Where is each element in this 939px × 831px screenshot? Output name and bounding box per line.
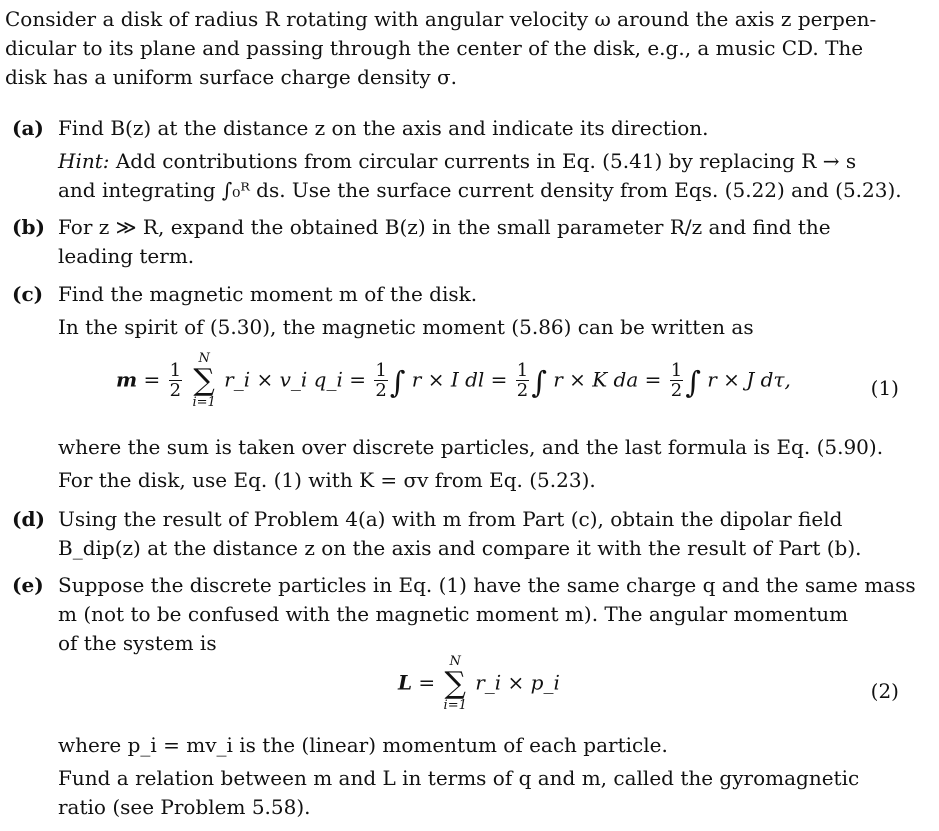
half-fraction: $\frac{1}{2}$ — [516, 359, 529, 401]
part-c-line-2: In the spirit of (5.30), the magnetic moment (5.86) can be written as — [58, 315, 754, 339]
equation-1 — [0, 352, 939, 422]
part-d-line-1: Using the result of Problem 4(a) with m from Part (c), obtain the dipolar field — [58, 507, 843, 531]
part-e-after-eq — [58, 731, 933, 822]
intro-line-2: dicular to its plane and passing through the center of the disk, e.g., a music CD. The — [5, 36, 864, 60]
part-e-label: (e) — [12, 573, 44, 597]
intro-line-1: Consider a disk of radius R rotating with angular velocity ω around the axis z perpen- — [5, 7, 877, 31]
equation-2 — [0, 655, 939, 725]
eq1-term-1: r_i × v_i q_i — [224, 367, 343, 392]
part-c-line-1: Find the magnetic moment m of the disk. — [58, 282, 478, 306]
integral-sign: ∫ — [531, 365, 547, 401]
part-d-line-2: B_dip(z) at the distance z on the axis and compare it with the result of Part (b). — [58, 536, 862, 560]
part-c-body — [58, 280, 933, 342]
part-a-line-1: Find B(z) at the distance z on the axis and indicate its direction. — [58, 116, 709, 140]
part-b-body — [58, 213, 933, 271]
part-e-line-6: ratio (see Problem 5.58). — [58, 795, 311, 819]
part-e-line-3: of the system is — [58, 631, 217, 655]
hint-label: Hint: — [58, 149, 110, 173]
intro-line-3: disk has a uniform surface charge density σ. — [5, 65, 458, 89]
half-fraction: $\frac{1}{2}$ — [169, 359, 182, 401]
equation-2-formula: L = N ∑ i=1 r_i × p_i — [398, 654, 560, 713]
half-fraction: $\frac{1}{2}$ — [670, 359, 683, 401]
part-b-line-2: leading term. — [58, 244, 195, 268]
integral-sign: ∫ — [389, 365, 406, 401]
part-e-body — [58, 571, 933, 658]
part-c-line-4: For the disk, use Eq. (1) with K = σv from Eq. (5.23). — [58, 468, 596, 492]
part-a-line-3: and integrating ∫₀ᴿ ds. Use the surface current density from Eqs. (5.22) and (5.23). — [58, 178, 902, 202]
eq1-term-2: r × I dl — [411, 367, 485, 392]
part-d-label: (d) — [12, 507, 45, 531]
part-a-line-2: Add contributions from circular currents in Eq. (5.41) by replacing R → s — [115, 149, 857, 173]
eq2-term: r_i × p_i — [475, 670, 560, 695]
part-a-label: (a) — [12, 116, 44, 140]
summation-symbol: N ∑ i=1 — [192, 351, 216, 410]
part-a-hint-line — [58, 147, 933, 176]
part-e-line-4: where p_i = mv_i is the (linear) momentum of each particle. — [58, 733, 668, 757]
part-e-line-1: Suppose the discrete particles in Eq. (1) have the same charge q and the same mass — [58, 573, 916, 597]
part-a-body — [58, 114, 933, 205]
equation-2-number: (2) — [870, 679, 899, 703]
part-e-line-5: Fund a relation between m and L in terms of q and m, called the gyromagnetic — [58, 766, 860, 790]
part-b-line-1: For z ≫ R, expand the obtained B(z) in the small parameter R/z and find the — [58, 215, 831, 239]
part-b-label: (b) — [12, 215, 45, 239]
moment-symbol: m — [116, 367, 138, 392]
part-d-body — [58, 505, 933, 563]
part-e-line-2: m (not to be confused with the magnetic moment m). The angular momentum — [58, 602, 849, 626]
equation-1-formula: m = $\frac{1}{2}$ N ∑ i=1 r_i × v_i q_i = $\frac{1}{2}$ ∫ r × I dl = $\frac{1}{2}$ ∫ r × K da = $\frac{1}{2}$ ∫ r × J dτ, — [116, 351, 791, 410]
part-c-after-eq — [58, 433, 933, 495]
part-c-label: (c) — [12, 282, 44, 306]
summation-symbol: N ∑ i=1 — [443, 654, 467, 713]
intro-paragraph — [5, 5, 933, 92]
eq1-term-3: r × K da — [553, 367, 639, 392]
equation-1-number: (1) — [870, 376, 899, 400]
part-c-line-3: where the sum is taken over discrete particles, and the last formula is Eq. (5.90). — [58, 435, 884, 459]
integral-sign: ∫ — [685, 365, 701, 401]
angular-momentum-symbol: L — [398, 670, 413, 695]
eq1-term-4: r × J dτ, — [707, 367, 791, 392]
half-fraction: $\frac{1}{2}$ — [375, 359, 387, 401]
